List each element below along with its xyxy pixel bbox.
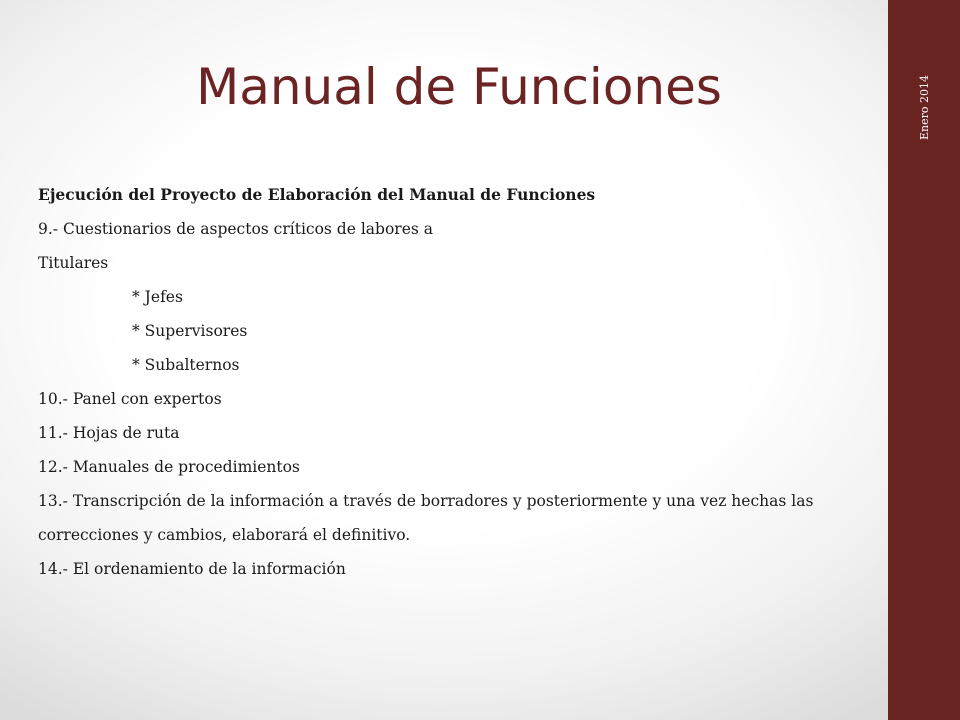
list-subitem: * Supervisores — [132, 322, 248, 340]
list-item: 12.- Manuales de procedimientos — [38, 458, 300, 476]
slide-title: Manual de Funciones — [196, 58, 722, 116]
list-item: 13.- Transcripción de la información a través de borradores y posteriormente y una vez hechas las — [38, 492, 814, 510]
date-label: Enero 2014 — [918, 75, 931, 140]
list-subitem: * Jefes — [132, 288, 183, 306]
body-heading: Ejecución del Proyecto de Elaboración del Manual de Funciones — [38, 185, 596, 204]
slide-body — [38, 180, 868, 588]
list-item: Titulares — [38, 254, 109, 272]
list-item-continuation: correcciones y cambios, elaborará el definitivo. — [38, 526, 411, 544]
list-item: 14.- El ordenamiento de la información — [38, 560, 346, 578]
list-item: 9.- Cuestionarios de aspectos críticos de labores a — [38, 220, 433, 238]
list-subitem: * Subalternos — [132, 356, 240, 374]
list-item: 11.- Hojas de ruta — [38, 424, 180, 442]
list-item: 10.- Panel con expertos — [38, 390, 222, 408]
